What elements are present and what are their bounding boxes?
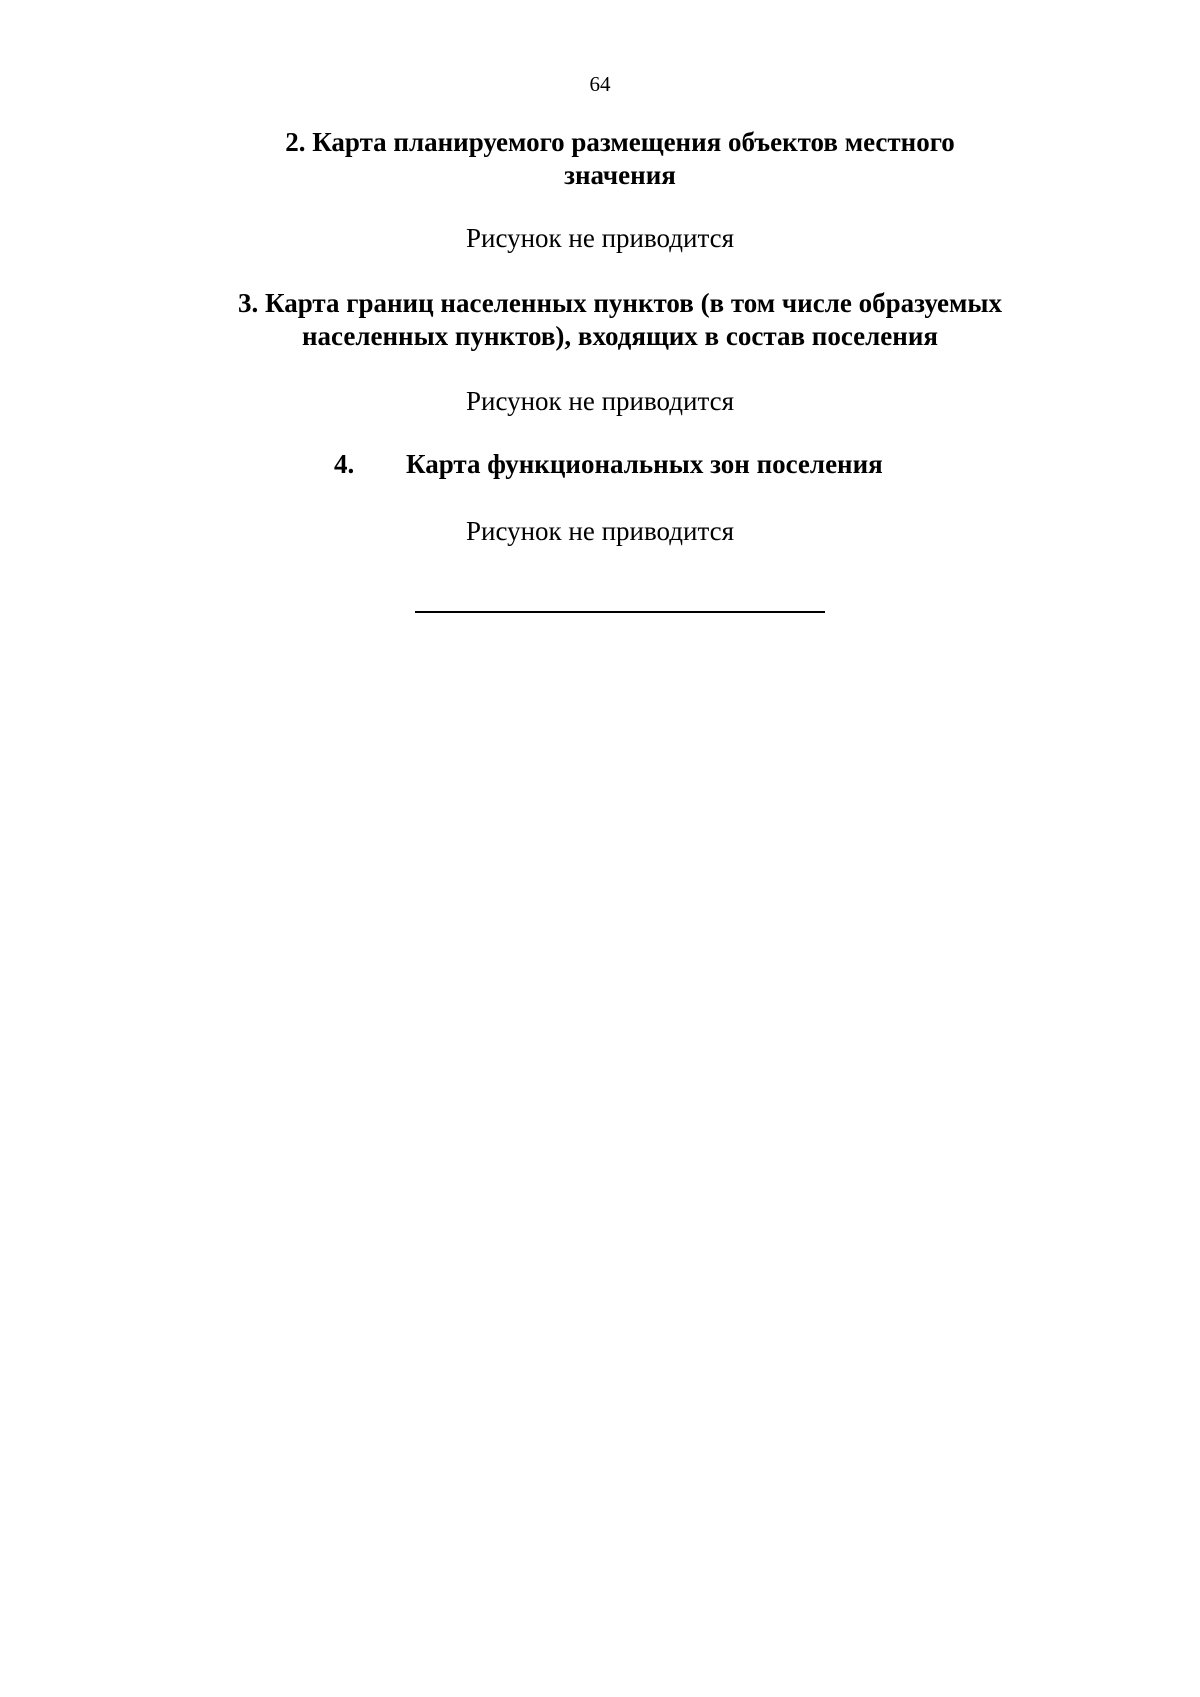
section-heading-4-number: 4. <box>334 449 355 479</box>
section-heading-3 <box>150 287 1090 353</box>
section-heading-2-line2: значения <box>564 160 676 190</box>
figure-omitted-note-3: Рисунок не приводится <box>466 386 734 416</box>
section-heading-2 <box>150 126 1090 192</box>
section-heading-4-title: Карта функциональных зон поселения <box>406 449 883 479</box>
page-number: 64 <box>589 72 611 96</box>
section-heading-4 <box>0 448 1200 481</box>
figure-omitted-note-4: Рисунок не приводится <box>466 516 734 546</box>
section-heading-3-line2: населенных пунктов), входящих в состав поселения <box>302 321 938 351</box>
figure-omitted-note-2: Рисунок не приводится <box>466 223 734 253</box>
end-of-document-rule <box>415 611 825 613</box>
section-heading-2-line1: 2. Карта планируемого размещения объектов местного <box>285 127 955 157</box>
section-heading-3-line1: 3. Карта границ населенных пунктов (в том числе образуемых <box>237 288 1002 318</box>
